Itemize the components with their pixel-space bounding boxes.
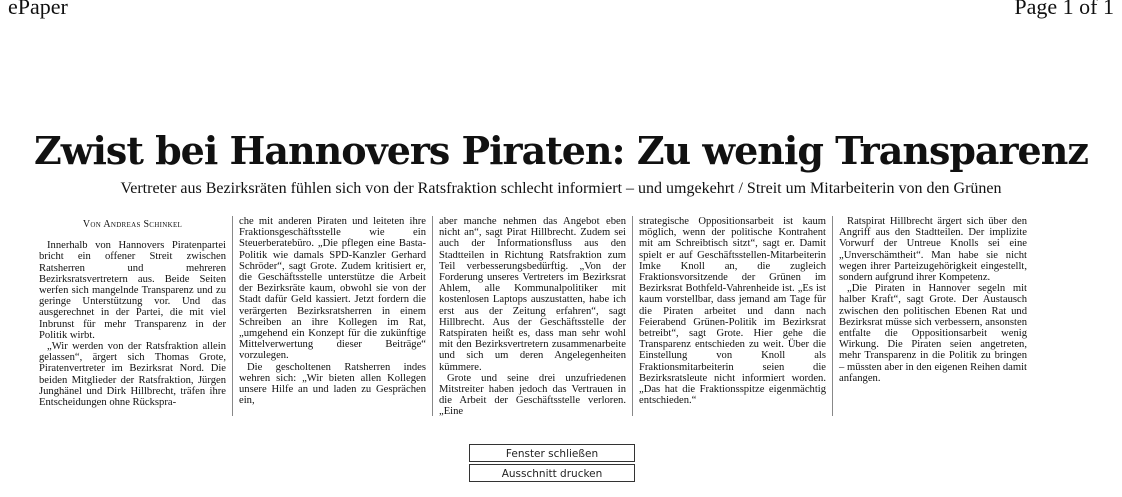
article-column-5 (833, 216, 1033, 416)
page-indicator: Page 1 of 1 (1014, 0, 1114, 19)
article-paragraph: „Die Piraten in Hannover segeln mit halber Kraft“, sagt Grote. Der Austausch zwischen den politischen Ebenen Rat und Bezirksrat müsse sich verbessern, ansonsten entfalte die Oppositionsarbeit wenig Wirkung. Die Piraten seien angetreten, mehr Transparenz in die Politik zu bringen – müssten aber in den eigenen Reihen damit anfangen. (839, 283, 1027, 384)
article-body (33, 216, 1093, 416)
article-paragraph: Ratspirat Hillbrecht ärgert sich über den Angriff aus den Stadtteilen. Der implizite Vorwurf der Untreue Knolls sei eine „Unverschämtheit“. Man habe sie nicht wegen ihrer Parteizugehörigkeit eingestellt, sondern aufgrund ihrer Kompetenz. (839, 216, 1027, 284)
article-paragraph: strategische Oppositionsarbeit ist kaum möglich, wenn der politische Kontrahent mit am Schreibtisch sitzt“, sagt er. Damit spielt er auf Geschäftsstellen-Mitarbeiterin Imke Knoll an, die zugleich Fraktionsvorsitzende der Grünen im Bezirksrat Bothfeld-Vahrenheide ist. „Es ist kaum vorstellbar, dass jemand am Tage für die Piraten arbeitet und dann nach Feierabend Grünen-Politik im Bezirksrat betreibt“, sagt Grote. Hier gehe die Transparenz entschieden zu weit. Über die Einstellung von Knoll als Fraktionsmitarbeiterin seien die Bezirksratsleute nicht informiert worden. „Das hat die Fraktionsspitze eigenmächtig entschieden.“ (639, 216, 826, 407)
article-column-3 (433, 216, 633, 416)
article-column-2 (233, 216, 433, 416)
article-paragraph: Innerhalb von Hannovers Piratenpartei bricht ein offener Streit zwischen Ratsherren und mehreren Bezirksratsvertretern aus. Beide Seiten werfen sich mangelnde Transparenz und zu geringe Unterstützung vor. Und das ausgerechnet in der Partei, die mit viel Inbrunst für mehr Transparenz in der Politik wirbt. (39, 240, 226, 341)
top-bar (8, 0, 1114, 20)
article-column-1 (33, 216, 233, 416)
article-paragraph: Die gescholtenen Ratsherren indes wehren sich: „Wir bieten allen Kollegen unsere Hilfe an und laden zu Gesprächen ein, (239, 361, 426, 407)
print-clip-button[interactable]: Ausschnitt drucken (469, 464, 635, 482)
article-headline: Zwist bei Hannovers Piraten: Zu wenig Transparenz (34, 128, 1088, 173)
article-paragraph: Grote und seine drei unzufriedenen Mitstreiter haben jedoch das Vertrauen in die Arbeit der Geschäftsstelle verloren. „Eine (439, 372, 626, 416)
article-paragraph: aber manche nehmen das Angebot eben nicht an“, sagt Pirat Hillbrecht. Zudem sei auch der Informationsfluss aus den Stadtteilen in Richtung Ratsfraktion zum Teil verbesserungsbedürftig. „Von der Forderung unseres Vertreters im Bezirksrat Ahlem, alle Kommunalpolitiker mit kostenlosen Laptops auszustatten, habe ich erst aus der Zeitung erfahren“, sagt Hillbrecht. Aus der Geschäftsstelle der Ratspiraten heißt es, dass man sehr wohl mit den Bezirksvertretern zusammenarbeite und sich um deren Angelegenheiten kümmere. (439, 216, 626, 373)
article-paragraph: che mit anderen Piraten und leiteten ihre Fraktionsgeschäftsstelle wie ein Steuerberatebüro. „Die pflegen eine Basta-Politik wie damals SPD-Kanzler Gerhard Schröder“, sagt Grote. Zudem kritisiert er, die Geschäftsstelle unterstütze die Arbeit der Bezirksräte kaum, obwohl sie von der Stadt dafür Geld kassiert. Jetzt fordern die verärgerten Bezirksratsherren in einem Schreiben an ihre Kollegen im Rat, „umgehend ein Konzept für die zukünftige Mittelverwertung dieser Beiträge“ vorzulegen. (239, 216, 426, 362)
epaper-label: ePaper (8, 0, 68, 19)
article-column-4 (633, 216, 833, 416)
article-paragraph: „Wir werden von der Ratsfraktion allein gelassen“, ärgert sich Thomas Grote, Piratenvertreter im Bezirksrat Nord. Die beiden Mitglieder der Ratsfraktion, Jürgen Junghänel und Dirk Hillbrecht, träfen ihre Entscheidungen ohne Rückspra- (39, 341, 226, 409)
byline: Von Andreas Schinkel (82, 219, 183, 230)
article-subheadline: Vertreter aus Bezirksräten fühlen sich von der Ratsfraktion schlecht informiert – und umgekehrt / Streit um Mitarbeiterin von den Grünen (120, 180, 1002, 197)
close-window-button[interactable]: Fenster schließen (469, 444, 635, 462)
action-buttons (469, 444, 635, 484)
